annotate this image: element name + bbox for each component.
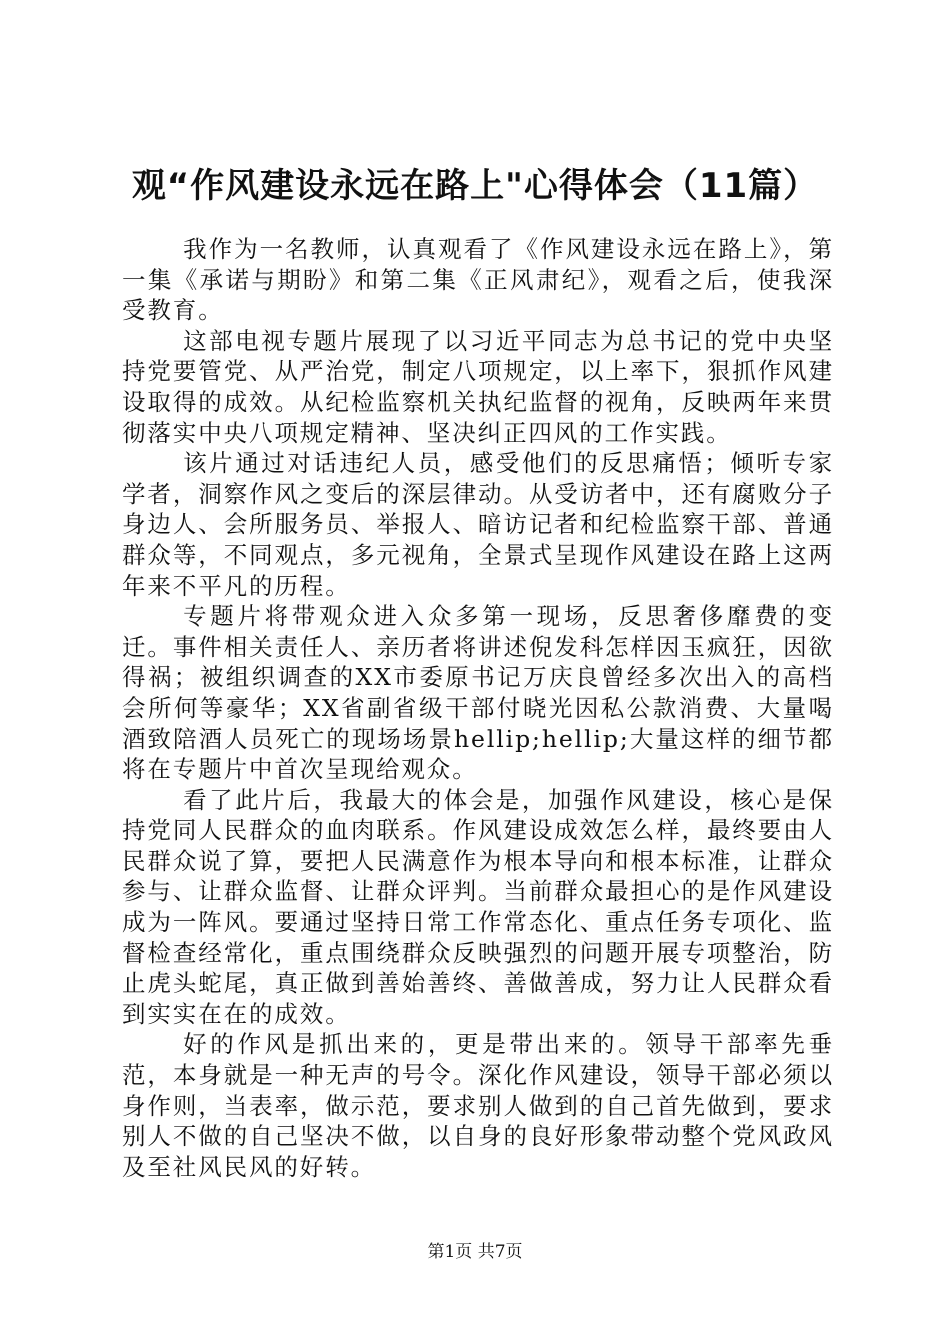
page-footer: 第1页 共7页 <box>427 1242 523 1262</box>
page-title: 观“作风建设永远在路上"心得体会（11篇） <box>131 166 819 206</box>
paragraph-5: 看了此片后，我最大的体会是，加强作风建设，核心是保持党同人民群众的血肉联系。作风建设成效怎么样，最终要由人民群众说了算，要把人民满意作为根本导向和根本标准，让群众参与、让群众监督、让群众评判。当前群众最担心的是作风建设成为一阵风。要通过坚持日常工作常态化、重点任务专项化、监督检查经常化，重点围绕群众反映强烈的问题开展专项整治，防止虎头蛇尾，真正做到善始善终、善做善成，努力让人民群众看到实实在在的成效。 <box>122 785 834 1028</box>
paragraph-2: 这部电视专题片展现了以习近平同志为总书记的党中央坚持党要管党、从严治党，制定八项规定，以上率下，狠抓作风建设取得的成效。从纪检监察机关执纪监督的视角，反映两年来贯彻落实中央八项规定精神、坚决纠正四风的工作实践。 <box>122 326 834 447</box>
paragraph-1: 我作为一名教师，认真观看了《作风建设永远在路上》，第一集《承诺与期盼》和第二集《正风肃纪》，观看之后，使我深受教育。 <box>122 235 834 325</box>
paragraph-3: 该片通过对话违纪人员，感受他们的反思痛悟；倾听专家学者，洞察作风之变后的深层律动。从受访者中，还有腐败分子身边人、会所服务员、举报人、暗访记者和纪检监察干部、普通群众等，不同观点，多元视角，全景式呈现作风建设在路上这两年来不平凡的历程。 <box>122 449 834 600</box>
paragraph-6: 好的作风是抓出来的，更是带出来的。领导干部率先垂范，本身就是一种无声的号令。深化作风建设，领导干部必须以身作则，当表率，做示范，要求别人做到的自己首先做到，要求别人不做的自己坚决不做，以自身的良好形象带动整个党风政风及至社风民风的好转。 <box>122 1030 834 1181</box>
document-body <box>122 234 834 1182</box>
paragraph-4: 专题片将带观众进入众多第一现场，反思奢侈靡费的变迁。事件相关责任人、亲历者将讲述倪发科怎样因玉疯狂，因欲得祸；被组织调查的XX市委原书记万庆良曾经多次出入的高档会所何等豪华；XX省副省级干部付晓光因私公款消费、大量喝酒致陪酒人员死亡的现场场景hellip;hellip;大量这样的细节都将在专题片中首次呈现给观众。 <box>122 602 834 784</box>
